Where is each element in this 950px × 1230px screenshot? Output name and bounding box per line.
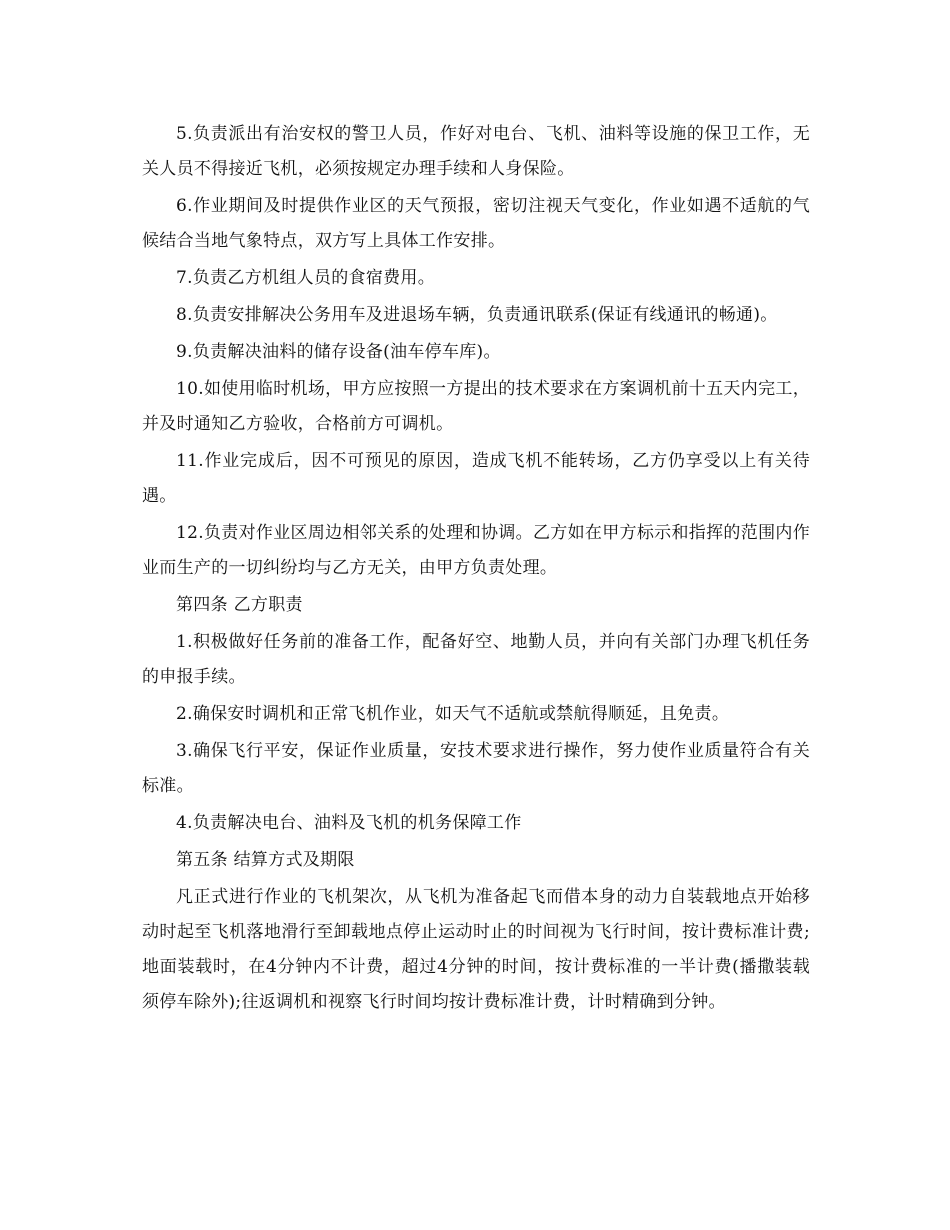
section-heading-article-4: 第四条 乙方职责 xyxy=(176,595,303,615)
paragraph-item-5: 5.负责派出有治安权的警卫人员，作好对电台、飞机、油料等设施的保卫工作，无关人员不得接近飞机，必须按规定办理手续和人身保险。 xyxy=(142,124,810,179)
paragraph-duty-4: 4.负责解决电台、油料及飞机的机务保障工作 xyxy=(176,813,522,833)
document-body xyxy=(142,117,810,1022)
paragraph-item-10: 10.如使用临时机场，甲方应按照一方提出的技术要求在方案调机前十五天内完工，并及时通知乙方验收，合格前方可调机。 xyxy=(142,379,810,434)
paragraph-item-6: 6.作业期间及时提供作业区的天气预报，密切注视天气变化，作业如遇不适航的气候结合当地气象特点，双方写上具体工作安排。 xyxy=(142,196,810,251)
paragraph-item-12: 12.负责对作业区周边相邻关系的处理和协调。乙方如在甲方标示和指挥的范围内作业而生产的一切纠纷均与乙方无关，由甲方负责处理。 xyxy=(142,523,810,578)
paragraph-item-7: 7.负责乙方机组人员的食宿费用。 xyxy=(176,268,436,288)
paragraph-item-9: 9.负责解决油料的储存设备(油车停车库)。 xyxy=(176,342,501,362)
paragraph-duty-3: 3.确保飞行平安，保证作业质量，安技术要求进行操作，努力使作业质量符合有关标准。 xyxy=(142,741,810,796)
section-heading-article-5: 第五条 结算方式及期限 xyxy=(176,850,355,870)
paragraph-item-8: 8.负责安排解决公务用车及进退场车辆，负责通讯联系(保证有线通讯的畅通)。 xyxy=(176,305,778,325)
paragraph-item-11: 11.作业完成后，因不可预见的原因，造成飞机不能转场，乙方仍享受以上有关待遇。 xyxy=(142,451,810,506)
paragraph-duty-2: 2.确保安时调机和正常飞机作业，如天气不适航或禁航得顺延，且免责。 xyxy=(176,704,730,724)
paragraph-duty-1: 1.积极做好任务前的准备工作，配备好空、地勤人员，并向有关部门办理飞机任务的申报手续。 xyxy=(142,632,810,687)
paragraph-settlement: 凡正式进行作业的飞机架次，从飞机为准备起飞而借本身的动力自装载地点开始移动时起至飞机落地滑行至卸载地点停止运动时止的时间视为飞行时间，按计费标准计费;地面装载时，在4分钟内不计费，超过4分钟的时间，按计费标准的一半计费(播撒装载须停车除外);往返调机和视察飞行时间均按计费标准计费，计时精确到分钟。 xyxy=(142,887,810,1012)
